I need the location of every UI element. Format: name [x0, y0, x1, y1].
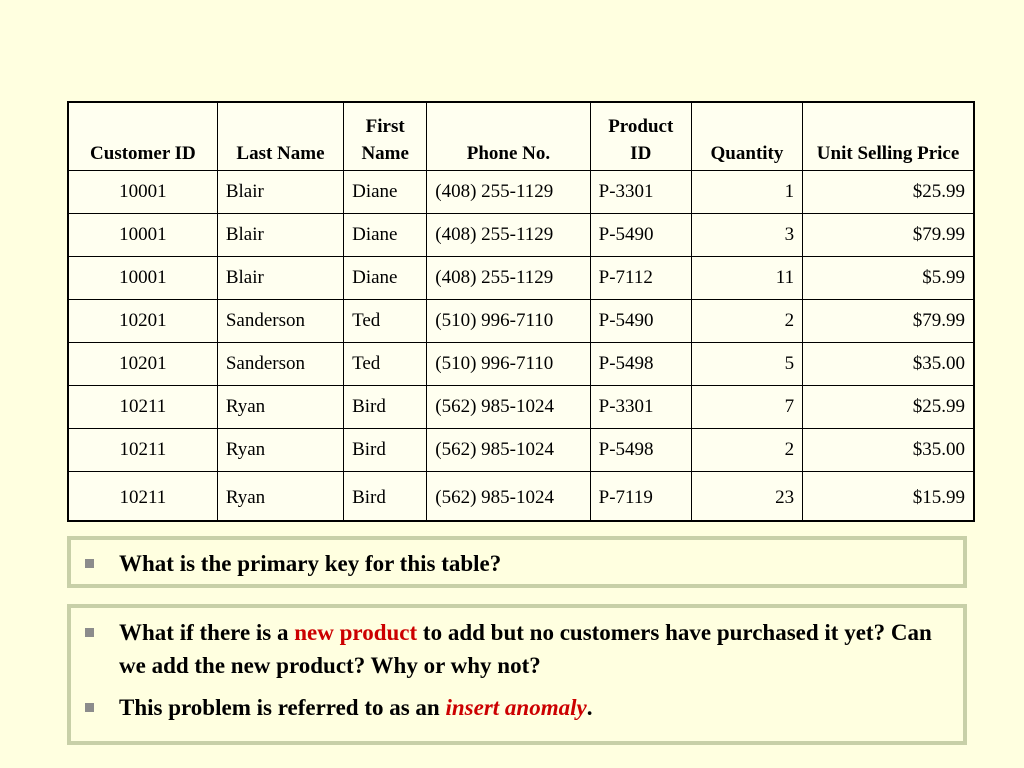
insert-anomaly-statement [119, 691, 943, 724]
cell-unit-selling-price: $25.99 [803, 386, 974, 429]
cell-quantity: 3 [691, 214, 802, 257]
cell-phone-no: (408) 255-1129 [427, 257, 590, 300]
cell-last-name: Sanderson [217, 343, 343, 386]
cell-quantity: 7 [691, 386, 802, 429]
cell-unit-selling-price: $5.99 [803, 257, 974, 300]
customer-order-table [67, 101, 975, 522]
cell-phone-no: (408) 255-1129 [427, 214, 590, 257]
cell-last-name: Ryan [217, 472, 343, 522]
new-product-question [119, 616, 943, 682]
cell-first-name: Diane [344, 171, 427, 214]
cell-phone-no: (408) 255-1129 [427, 171, 590, 214]
cell-phone-no: (562) 985-1024 [427, 386, 590, 429]
cell-product-id: P-7112 [590, 257, 691, 300]
cell-product-id: P-3301 [590, 386, 691, 429]
cell-customer-id: 10001 [68, 257, 217, 300]
cell-customer-id: 10001 [68, 171, 217, 214]
table-row [68, 386, 974, 429]
cell-unit-selling-price: $79.99 [803, 214, 974, 257]
square-bullet-icon [85, 703, 94, 712]
cell-unit-selling-price: $35.00 [803, 343, 974, 386]
new-product-question-start: What if there is a [119, 620, 295, 645]
cell-customer-id: 10211 [68, 386, 217, 429]
cell-last-name: Blair [217, 214, 343, 257]
cell-product-id: P-5498 [590, 343, 691, 386]
cell-phone-no: (562) 985-1024 [427, 429, 590, 472]
cell-unit-selling-price: $25.99 [803, 171, 974, 214]
primary-key-question [119, 547, 943, 580]
insert-anomaly-statement-end: . [586, 695, 593, 720]
table-header-row [68, 102, 974, 171]
header-product-id: Product ID [590, 102, 691, 171]
table-row [68, 472, 974, 522]
cell-product-id: P-7119 [590, 472, 691, 522]
cell-quantity: 2 [691, 300, 802, 343]
table-row [68, 257, 974, 300]
cell-customer-id: 10201 [68, 300, 217, 343]
cell-last-name: Blair [217, 171, 343, 214]
cell-quantity: 5 [691, 343, 802, 386]
cell-product-id: P-5490 [590, 214, 691, 257]
new-product-highlight: new product [294, 620, 418, 645]
insert-anomaly-highlight: insert anomaly [445, 695, 587, 720]
cell-product-id: P-5490 [590, 300, 691, 343]
cell-first-name: Bird [344, 472, 427, 522]
header-last-name: Last Name [217, 102, 343, 171]
cell-unit-selling-price: $35.00 [803, 429, 974, 472]
cell-last-name: Ryan [217, 386, 343, 429]
cell-unit-selling-price: $15.99 [803, 472, 974, 522]
cell-quantity: 11 [691, 257, 802, 300]
cell-first-name: Ted [344, 343, 427, 386]
header-first-name: First Name [344, 102, 427, 171]
primary-key-question-box [67, 536, 967, 588]
table-row [68, 171, 974, 214]
square-bullet-icon [85, 628, 94, 637]
cell-first-name: Bird [344, 429, 427, 472]
cell-first-name: Ted [344, 300, 427, 343]
new-product-question-end: to add but no customers have purchased it yet? Can we add the new product? Why or why not? [119, 620, 932, 678]
cell-customer-id: 10201 [68, 343, 217, 386]
cell-customer-id: 10211 [68, 429, 217, 472]
table-row [68, 300, 974, 343]
header-unit-selling-price: Unit Selling Price [803, 102, 974, 171]
cell-quantity: 2 [691, 429, 802, 472]
header-quantity: Quantity [691, 102, 802, 171]
cell-phone-no: (510) 996-7110 [427, 300, 590, 343]
header-phone-no: Phone No. [427, 102, 590, 171]
cell-product-id: P-3301 [590, 171, 691, 214]
cell-quantity: 1 [691, 171, 802, 214]
cell-first-name: Bird [344, 386, 427, 429]
cell-unit-selling-price: $79.99 [803, 300, 974, 343]
cell-last-name: Ryan [217, 429, 343, 472]
cell-product-id: P-5498 [590, 429, 691, 472]
insert-anomaly-box [67, 604, 967, 745]
square-bullet-icon [85, 559, 94, 568]
table-row [68, 429, 974, 472]
cell-customer-id: 10001 [68, 214, 217, 257]
cell-first-name: Diane [344, 214, 427, 257]
cell-first-name: Diane [344, 257, 427, 300]
insert-anomaly-statement-start: This problem is referred to as an [119, 695, 446, 720]
primary-key-question-text: What is the primary key for this table? [119, 551, 502, 576]
cell-last-name: Sanderson [217, 300, 343, 343]
cell-customer-id: 10211 [68, 472, 217, 522]
table-row [68, 214, 974, 257]
cell-phone-no: (562) 985-1024 [427, 472, 590, 522]
cell-quantity: 23 [691, 472, 802, 522]
cell-phone-no: (510) 996-7110 [427, 343, 590, 386]
table-row [68, 343, 974, 386]
cell-last-name: Blair [217, 257, 343, 300]
header-customer-id: Customer ID [68, 102, 217, 171]
